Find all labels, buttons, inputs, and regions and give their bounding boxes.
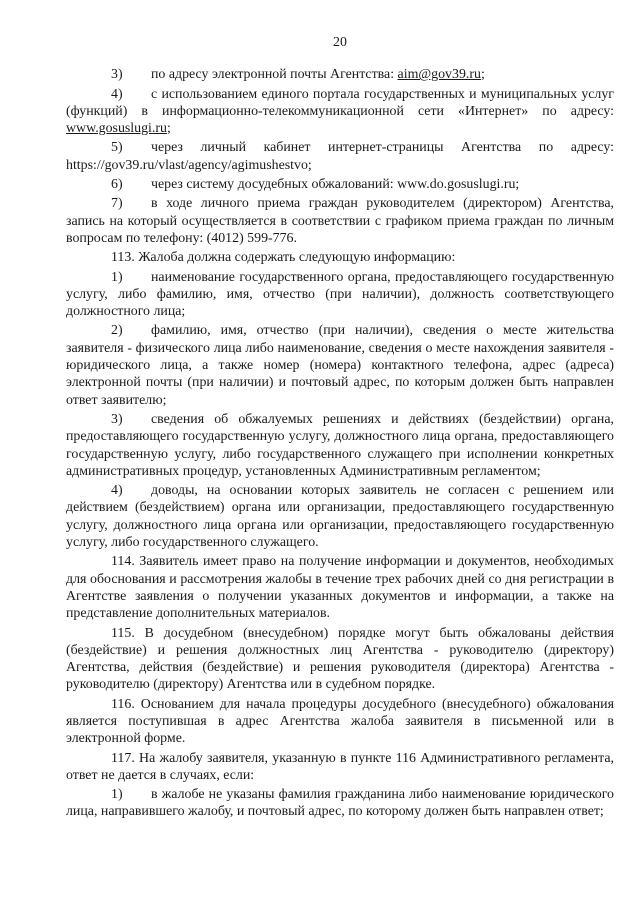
clause-113: 113. Жалоба должна содержать следующую информацию: <box>111 250 456 266</box>
item-7-reception: 7) в ходе личного приема граждан руководителем (директором) Агентства, запись на который осуществляется в соответствии с графиком приема граждан по личным вопросам по телефону: (4012) 599-776. <box>66 196 614 246</box>
document-page <box>66 34 614 823</box>
item-113-3: 3) сведения об обжалуемых решениях и действиях (бездействии) органа, предоставляющего государственную услугу, должностного лица органа, предоставляющего государственную услугу, либо государственного служащего при исполнении конкретных административных процедур, установленных Административным регламентом; <box>66 411 614 479</box>
page-number: 20 <box>333 35 347 50</box>
clause-115: 115. В досудебном (внесудебном) порядке могут быть обжалованы действия (бездействие) и решения должностных лиц Агентства - руководителю (директору) Агентства, действия (бездействие) и решения руководителя (директора) Агентства - руководителю (директору) Агентства или в судебном порядке. <box>66 625 614 693</box>
item-113-2: 2) фамилию, имя, отчество (при наличии), сведения о месте жительства заявителя - физического лица либо наименование, сведения о месте нахождения заявителя - юридического лица, а также номер (номера) контактного телефона, адрес (адреса) электронной почты (при наличии) и почтовый адрес, по которым должен быть направлен ответ заявителю; <box>66 323 614 408</box>
item-4-portal: 4) с использованием единого портала государственных и муниципальных услуг (функций) в информационно-телекоммуникационной сети «Интернет» по адресу: www.gosuslugi.ru; <box>66 86 614 137</box>
item-113-1: 1) наименование государственного органа, предоставляющего государственную услугу, либо фамилию, имя, отчество (при наличии), должность соответствующего должностного лица; <box>66 269 614 320</box>
item-113-4: 4) доводы, на основании которых заявитель не согласен с решением или действием (бездействием) органа или организации, предоставляющего государственную услугу, должностного лица органа или организации, предоставляющего государственную услугу, либо государственного служащего. <box>66 483 614 551</box>
item-117-1: 1) в жалобе не указаны фамилия гражданина либо наименование юридического лица, направившего жалобу, и почтовый адрес, по которому должен быть направлен ответ; <box>66 787 614 820</box>
clause-114: 114. Заявитель имеет право на получение информации и документов, необходимых для обоснования и рассмотрения жалобы в течение трех рабочих дней со дня регистрации в Агентстве заявления о получении указанных документов и информации, а также на представление дополнительных материалов. <box>66 554 614 622</box>
email-link[interactable]: aim@gov39.ru <box>397 67 481 83</box>
item-3-email: 3) по адресу электронной почты Агентства: aim@gov39.ru; <box>111 67 485 83</box>
clause-117: 117. На жалобу заявителя, указанную в пункте 116 Административного регламента, ответ не дается в случаях, если: <box>66 750 614 783</box>
item-5-cabinet: 5) через личный кабинет интернет-страницы Агентства по адресу: https://gov39.ru/vlast/agency/agimushestvo; <box>66 140 614 173</box>
item-6-system: 6) через систему досудебных обжалований: www.do.gosuslugi.ru; <box>111 177 520 193</box>
gosuslugi-link[interactable]: www.gosuslugi.ru <box>66 121 167 137</box>
clause-116: 116. Основанием для начала процедуры досудебного (внесудебного) обжалования является поступившая в адрес Агентства жалоба заявителя в письменной или в электронной форме. <box>66 696 614 747</box>
